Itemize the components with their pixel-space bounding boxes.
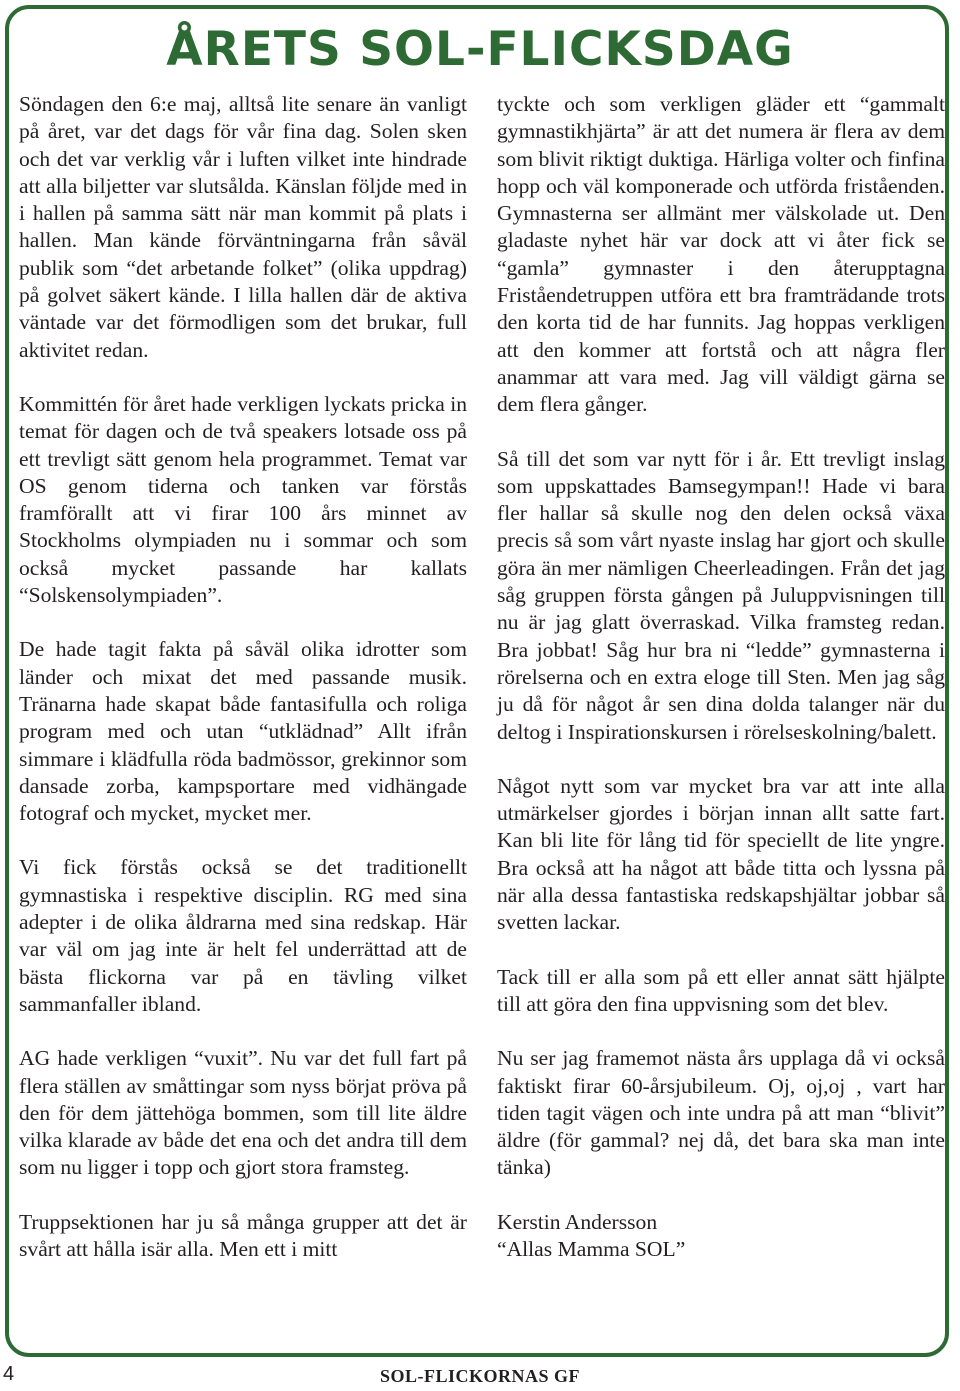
page-number: 4 bbox=[3, 1363, 15, 1385]
paragraph: Tack till er alla som på ett eller annat sätt hjälpte till att göra den fina uppvisning som det blev. bbox=[497, 964, 945, 1016]
paragraph: Vi fick förstås också se det traditionellt gymnastiska i respektive disciplin. RG med sina adepter i de olika åldrarna med sina redskap. Här var väl om jag inte är helt fel underrättad att de bästa flickorna var på en tävling vilket sammanfaller ibland. bbox=[19, 855, 467, 1016]
paragraph: Truppsektionen har ju så många grupper att det är svårt att hålla isär alla. Men ett i mitt bbox=[19, 1209, 467, 1261]
paragraph: AG hade verkligen “vuxit”. Nu var det full fart på flera ställen av småttingar som nyss börjat pröva på den för dem jättehöga bommen, som till lite äldre vilka klarade av både det ena och det andra till dem som nu ligger i topp och gjort stora framsteg. bbox=[19, 1046, 467, 1180]
paragraph: De hade tagit fakta på såväl olika idrotter som länder och mixat det med passande musik. Tränarna hade skapat både fantasifulla och roliga program med och utan “utklädnad” Allt ifrån simmare i klädfulla röda badmössor, grekinnor som dansade zorba, kampsportare med vidhängade fotograf och mycket, mycket mer. bbox=[19, 637, 467, 826]
signature-alias: “Allas Mamma SOL” bbox=[497, 1236, 686, 1261]
paragraph: Så till det som var nytt för i år. Ett trevligt inslag som uppskattades Bamsegympan!! Hade vi bara fler hallar så skulle nog den delen också växa precis så som vårt nyaste inslag har gjort och skulle göra än mer nämligen Cheerleadingen. Från det jag såg gruppen första gången på Juluppvisningen till nu är jag glatt överraskad. Vilka framsteg redan. Bra jobbat! Såg hur bra ni “ledde” gymnasterna i rörelserna och en extra eloge till Sten. Men jag såg ju då för något år sen dina dolda talanger när du deltog i Inspirationskursen i rörelseskolning/balett. bbox=[497, 446, 945, 744]
paragraph: Något nytt som var mycket bra var att inte alla utmärkelser gjordes i början innan allt satte fart. Kan bli lite för lång tid för speciellt de lite yngre. Bra också att ha något att både titta och lyssna på när alla dessa fantastiska redskapshjältar jobbar så svetten lackar. bbox=[497, 773, 945, 935]
paragraph: Söndagen den 6:e maj, alltså lite senare än vanligt på året, var det dags för vår fina dag. Solen sken och det var verklig vår i luften vilket inte hindrade att alla biljetter var slutsålda. Känslan följde med in i hallen på samma sätt när man kommit på plats i hallen. Man kände förväntningarna från såväl publik som “det arbetande folket” (olika uppdrag) på golvet säkert kände. I lilla hallen där de aktiva väntade var det förmodligen som det brukar, full aktivitet redan. bbox=[19, 92, 467, 362]
right-column bbox=[497, 91, 945, 1263]
signature-name: Kerstin Andersson bbox=[497, 1209, 658, 1234]
signature bbox=[497, 1209, 945, 1264]
left-column bbox=[19, 91, 467, 1263]
footer-publication-name: SOL-FLICKORNAS GF bbox=[379, 1366, 581, 1386]
article-title: ÅRETS SOL-FLICKSDAG bbox=[166, 22, 794, 77]
paragraph: Kommittén för året hade verkligen lyckats pricka in temat för dagen och de två speakers lotsade oss på ett trevligt sätt genom hela programmet. Temat var OS genom tiderna och tanken var förstås framförallt att vi firar 100 års minnet av Stockholms olympiaden nu i sommar och som också mycket passande har kallats “Solskensolympiaden”. bbox=[19, 391, 467, 608]
paragraph: tyckte och som verkligen gläder ett “gammalt gymnastikhjärta” är att det numera är flera av dem som blivit riktigt duktiga. Härliga volter och finfina hopp och väl komponerade och utförda friståenden. Gymnasterna ser allmänt mer välskolade ut. Den gladaste nyhet här var dock att vi åter fick se “gamla” gymnaster i den återupptagna Friståendetruppen utföra ett bra framträdande trots den korta tid de har funnits. Jag hoppas verkligen att den kommer att fortstå och att några fler anammar att vara med. Jag vill väldigt gärna se dem flera gånger. bbox=[497, 92, 945, 417]
paragraph: Nu ser jag framemot nästa års upplaga då vi också faktiskt firar 60-årsjubileum. Oj, oj,oj , vart har tiden tagit vägen och inte undra på att man “blivit” äldre (för gammal? nej då, det bara ska man inte tänka) bbox=[497, 1046, 945, 1180]
